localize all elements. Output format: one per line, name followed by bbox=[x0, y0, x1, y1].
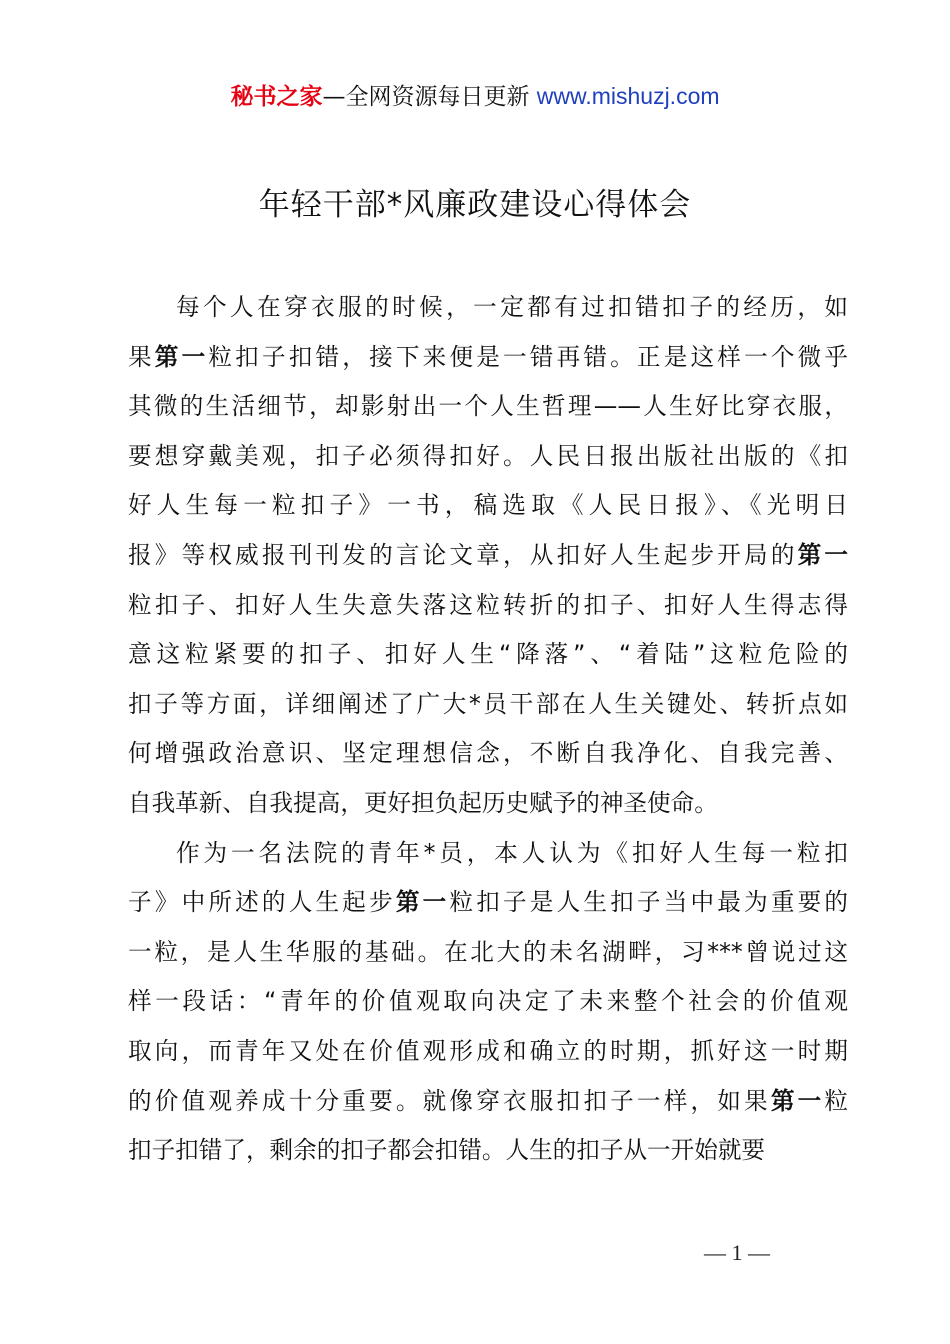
bold-text: 第一 bbox=[395, 888, 450, 917]
text-line bbox=[128, 333, 848, 383]
document-title: 年轻干部*风廉政建设心得体会 bbox=[258, 187, 692, 223]
text-line bbox=[128, 829, 848, 879]
text-segment: 粒扣子扣错，接下来便是一错再错。正是这样一个微乎 bbox=[208, 342, 849, 371]
text-segment: 子》中所述的人生起步 bbox=[128, 888, 396, 917]
text-segment: 每个人在穿衣服的时候，一定都有过扣错扣子的经历，如 bbox=[176, 293, 848, 321]
site-tagline: —全网资源每日更新 bbox=[322, 84, 530, 110]
text-line bbox=[128, 630, 848, 680]
text-line bbox=[128, 382, 848, 432]
paragraph bbox=[128, 829, 848, 1176]
text-segment: 报》等权威报刊刊发的言论文章，从扣好人生起步开局的 bbox=[128, 540, 798, 569]
text-line bbox=[128, 1027, 848, 1077]
text-segment: 自我革新、自我提高，更好担负起历史赋予的神圣使命。 bbox=[128, 788, 718, 817]
text-segment: 意这粒紧要的扣子、扣好人生“降落”、“着陆”这粒危险的 bbox=[128, 640, 848, 669]
text-line bbox=[128, 928, 848, 978]
text-line bbox=[128, 977, 848, 1027]
text-segment: 的价值观养成十分重要。就像穿衣服扣扣子一样，如果 bbox=[128, 1086, 771, 1115]
bold-text: 第一 bbox=[797, 540, 849, 569]
text-segment: 粒扣子、扣好人生失意失落这粒转折的扣子、扣好人生得志得 bbox=[128, 590, 848, 619]
text-line bbox=[128, 878, 848, 928]
bold-text: 第一 bbox=[770, 1086, 825, 1115]
text-line bbox=[128, 581, 848, 631]
text-line bbox=[128, 531, 848, 581]
text-line bbox=[128, 1126, 848, 1176]
text-line bbox=[128, 481, 848, 531]
text-line bbox=[128, 779, 848, 829]
text-segment: 好人生每一粒扣子》一书，稿选取《人民日报》、《光明日 bbox=[128, 491, 848, 520]
text-segment: 何增强政治意识、坚定理想信念，不断自我净化、自我完善、 bbox=[128, 739, 848, 768]
site-url[interactable]: www.mishuzj.com bbox=[536, 83, 720, 109]
text-segment: 扣子等方面，详细阐述了广大*员干部在人生关键处、转折点如 bbox=[128, 689, 848, 718]
text-line bbox=[128, 283, 848, 333]
page-number: — 1 — bbox=[704, 1240, 770, 1265]
bold-text: 第一 bbox=[154, 342, 209, 371]
paragraph bbox=[128, 283, 848, 829]
text-segment: 粒扣子是人生扣子当中最为重要的 bbox=[449, 888, 849, 917]
text-segment: 样一段话：“青年的价值观取向决定了未来整个社会的价值观 bbox=[128, 987, 848, 1016]
text-line bbox=[128, 729, 848, 779]
site-header bbox=[0, 80, 950, 113]
text-line bbox=[128, 680, 848, 730]
text-segment: 作为一名法院的青年*员，本人认为《扣好人生每一粒扣 bbox=[176, 838, 848, 867]
document-body bbox=[128, 283, 848, 1176]
text-line bbox=[128, 1077, 848, 1127]
site-brand: 秘书之家 bbox=[230, 84, 323, 110]
text-segment: 要想穿戴美观，扣子必须得扣好。人民日报出版社出版的《扣 bbox=[128, 441, 848, 470]
text-segment: 粒 bbox=[824, 1086, 849, 1115]
text-segment: 取向，而青年又处在价值观形成和确立的时期，抓好这一时期 bbox=[128, 1036, 848, 1065]
text-segment: 一粒，是人生华服的基础。在北大的未名湖畔，习***曾说过这 bbox=[128, 937, 848, 966]
text-segment: 扣子扣错了，剩余的扣子都会扣错。人生的扣子从一开始就要 bbox=[128, 1136, 766, 1165]
text-segment: 其微的生活细节，却影射出一个人生哲理——人生好比穿衣服， bbox=[128, 392, 848, 421]
text-line bbox=[128, 432, 848, 482]
text-segment: 果 bbox=[128, 342, 155, 371]
